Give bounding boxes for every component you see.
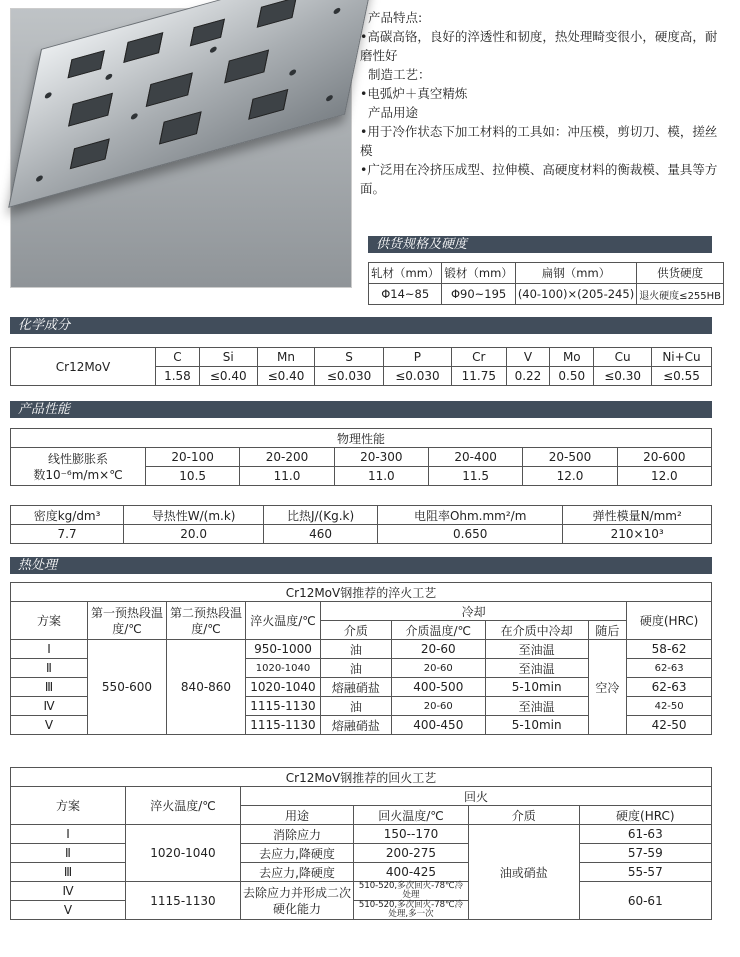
pre2-cell: 840-860 [167,640,246,735]
plan-cell: Ⅲ [11,863,126,882]
plan-cell: Ⅳ [11,882,126,901]
mtemp-cell: 20-60 [391,697,485,716]
prop-value: 210×10³ [563,525,712,544]
col-plan: 方案 [11,787,126,825]
supply-value: (40-100)×(205-245) [515,284,636,305]
temper-temp-cell: 200-275 [354,844,469,863]
hard-cell: 42-50 [627,697,712,716]
chem-bar: 化学成分 [10,317,712,334]
temper-title: Cr12MoV钢推荐的回火工艺 [11,768,712,787]
col-plan: 方案 [11,602,88,640]
temper-temp-cell: 510-520,多次回火-78℃冷处理 [354,882,469,901]
col-medium: 介质 [321,621,392,640]
temp-range: 20-400 [428,448,522,467]
col-incool: 在介质中冷却 [485,621,588,640]
supply-value: Φ90~195 [442,284,515,305]
supply-table [368,262,724,305]
prop-value: 20.0 [124,525,264,544]
props-bar: 产品性能 [10,401,712,418]
supply-header: 轧材（mm） [369,263,442,284]
medium-cell: 油或硝盐 [469,825,580,920]
element-name: Mo [550,348,594,367]
supply-value: 退火硬度≤255HB [637,284,724,305]
col-quench: 淬火温度/℃ [246,602,321,640]
element-name: Si [199,348,257,367]
element-name: C [156,348,200,367]
expansion-value: 11.5 [428,467,522,486]
element-name: Cr [452,348,506,367]
incool-cell: 5-10min [485,716,588,735]
mtemp-cell: 400-450 [391,716,485,735]
product-features [360,8,720,198]
expansion-value: 12.0 [523,467,617,486]
medium-cell: 油 [321,697,392,716]
hard-cell: 58-62 [627,640,712,659]
element-value: ≤0.30 [594,367,652,386]
col-pre2: 第二预热段温度/℃ [167,602,246,640]
hard-cell: 62-63 [627,678,712,697]
medium-cell: 油 [321,659,392,678]
temper-temp-cell: 400-425 [354,863,469,882]
prop-value: 0.650 [378,525,563,544]
incool-cell: 至油温 [485,697,588,716]
hard-cell: 42-50 [627,716,712,735]
element-value: ≤0.40 [199,367,257,386]
supply-value: Φ14~85 [369,284,442,305]
expansion-value: 11.0 [240,467,334,486]
temper-temp-cell: 510-520,多次回火-78℃冷处理,多一次 [354,901,469,920]
product-photo [10,8,352,288]
after-cell: 空冷 [588,640,627,735]
prop-header: 比热J/(Kg.k) [264,506,378,525]
col-temper: 回火 [241,787,712,806]
supply-header: 锻材（mm） [442,263,515,284]
use-cell: 去应力,降硬度 [241,863,354,882]
use-cell: 去除应力并形成二次硬化能力 [241,882,354,920]
element-value: 11.75 [452,367,506,386]
col-after: 随后 [588,621,627,640]
col-pre1: 第一预热段温度/℃ [88,602,167,640]
process-title: 制造工艺： [368,67,431,82]
supply-header: 供货硬度 [637,263,724,284]
quench-temp-cell: 1115-1130 [246,716,321,735]
usage-title: 产品用途 [368,105,419,120]
quench-temp-cell: 950-1000 [246,640,321,659]
element-value: ≤0.030 [383,367,451,386]
usage-bullet-1: •用于冷作状态下加工材料的工具如：冲压模，剪切刀、模，搓丝模 [360,124,718,158]
incool-cell: 5-10min [485,678,588,697]
element-value: 0.22 [506,367,550,386]
incool-cell: 至油温 [485,640,588,659]
plan-cell: Ⅰ [11,825,126,844]
quench-temp-cell: 1020-1040 [126,825,241,882]
plan-cell: Ⅳ [11,697,88,716]
element-name: P [383,348,451,367]
expansion-value: 11.0 [334,467,428,486]
expansion-label: 线性膨胀系 数10⁻⁶m/m×℃ [11,448,146,486]
hard-cell: 57-59 [579,844,711,863]
temp-range: 20-300 [334,448,428,467]
usage-bullet-2: •广泛用在冷挤压成型、拉伸模、高硬度材料的衡裁模、量具等方面。 [360,162,718,196]
col-medium: 介质 [469,806,580,825]
medium-cell: 熔融硝盐 [321,678,392,697]
expansion-value: 10.5 [146,467,240,486]
col-quench: 淬火温度/℃ [126,787,241,825]
hard-cell: 55-57 [579,863,711,882]
supply-bar: 供货规格及硬度 [368,236,712,253]
element-name: Mn [257,348,315,367]
temper-temp-cell: 150--170 [354,825,469,844]
element-value: ≤0.030 [315,367,383,386]
element-value: ≤0.55 [651,367,711,386]
hard-cell: 60-61 [579,882,711,920]
medium-cell: 油 [321,640,392,659]
element-name: Cu [594,348,652,367]
plan-cell: Ⅲ [11,678,88,697]
temp-range: 20-100 [146,448,240,467]
steel-grade: Cr12MoV [11,348,156,386]
quench-table [10,582,712,735]
temp-range: 20-600 [617,448,711,467]
prop-value: 460 [264,525,378,544]
pre1-cell: 550-600 [88,640,167,735]
chem-table [10,347,712,386]
prop-header: 密度kg/dm³ [11,506,124,525]
element-value: 0.50 [550,367,594,386]
heat-bar: 热处理 [10,557,712,574]
plan-cell: Ⅴ [11,716,88,735]
element-name: S [315,348,383,367]
col-hard: 硬度(HRC) [627,602,712,640]
col-mtemp: 介质温度/℃ [391,621,485,640]
process-bullet: •电弧炉＋真空精炼 [360,86,468,101]
expansion-table [10,428,712,486]
temp-range: 20-200 [240,448,334,467]
supply-header: 扁钢（mm） [515,263,636,284]
expansion-value: 12.0 [617,467,711,486]
mtemp-cell: 20-60 [391,640,485,659]
prop-header: 电阻率Ohm.mm²/m [378,506,563,525]
prop-header: 导热性W/(m.k) [124,506,264,525]
incool-cell: 至油温 [485,659,588,678]
hard-cell: 62-63 [627,659,712,678]
plan-cell: Ⅱ [11,844,126,863]
use-cell: 消除应力 [241,825,354,844]
element-value: ≤0.40 [257,367,315,386]
mtemp-cell: 20-60 [391,659,485,678]
plan-cell: Ⅴ [11,901,126,920]
col-hard: 硬度(HRC) [579,806,711,825]
col-temper-temp: 回火温度/℃ [354,806,469,825]
physical-title: 物理性能 [11,429,712,448]
quench-temp-cell: 1115-1130 [126,882,241,920]
plan-cell: Ⅰ [11,640,88,659]
quench-temp-cell: 1020-1040 [246,678,321,697]
temper-table [10,767,712,920]
quench-temp-cell: 1020-1040 [246,659,321,678]
element-value: 1.58 [156,367,200,386]
prop-header: 弹性模量N/mm² [563,506,712,525]
quench-title: Cr12MoV钢推荐的淬火工艺 [11,583,712,602]
quench-temp-cell: 1115-1130 [246,697,321,716]
medium-cell: 熔融硝盐 [321,716,392,735]
mtemp-cell: 400-500 [391,678,485,697]
hard-cell: 61-63 [579,825,711,844]
temp-range: 20-500 [523,448,617,467]
prop-value: 7.7 [11,525,124,544]
features-title: 产品特点: [368,10,423,25]
plan-cell: Ⅱ [11,659,88,678]
element-name: Ni+Cu [651,348,711,367]
element-name: V [506,348,550,367]
use-cell: 去应力,降硬度 [241,844,354,863]
col-cool: 冷却 [321,602,627,621]
properties-table [10,505,712,544]
features-bullet-1: •高碳高铬，良好的淬透性和韧度，热处理畸变很小，硬度高，耐磨性好 [360,29,718,63]
mold-plate-image [8,0,378,208]
col-use: 用途 [241,806,354,825]
